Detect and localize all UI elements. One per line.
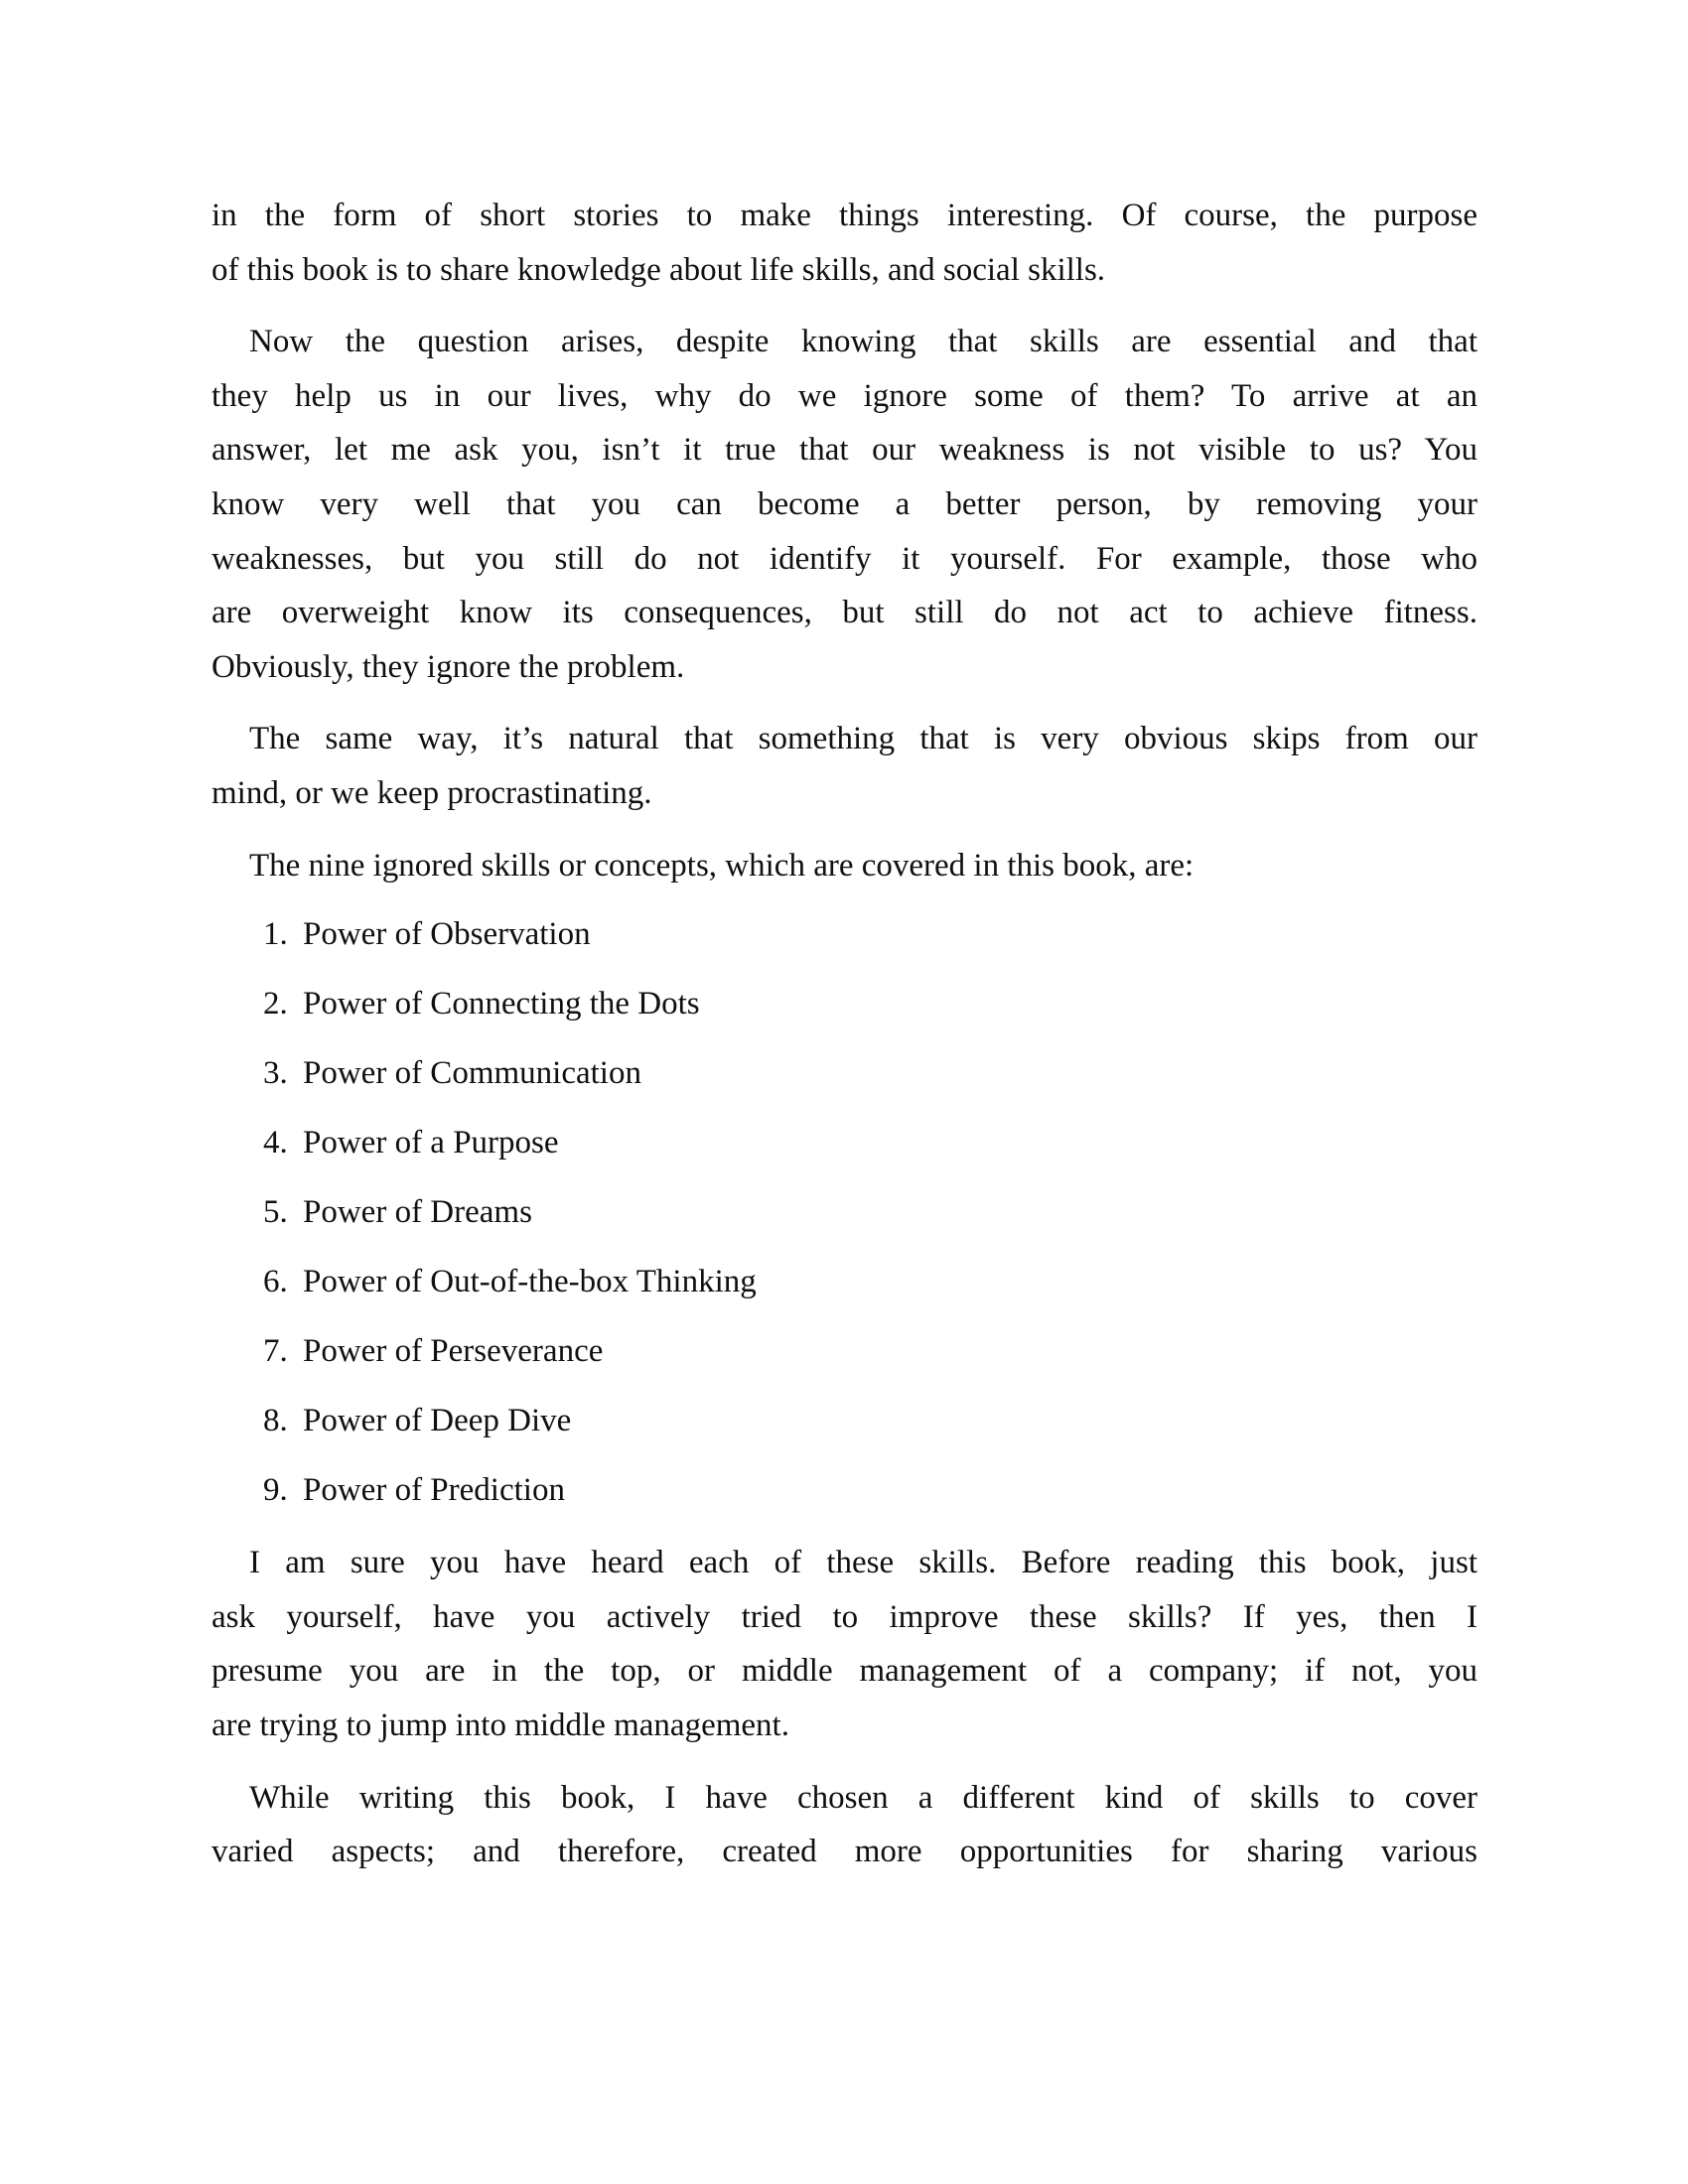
list-item-number: 8. (263, 1403, 288, 1439)
list-item-number: 9. (263, 1472, 288, 1509)
list-item (211, 1386, 1477, 1455)
text-line: in the form of short stories to make things interesting. Of course, the purpose (211, 198, 1477, 233)
list-item-number: 5. (263, 1194, 288, 1231)
text-line: mind, or we keep procrastinating. (211, 774, 652, 811)
list-item-text: Power of Communication (303, 1055, 641, 1092)
list-item-text: Power of Connecting the Dots (303, 986, 700, 1023)
paragraph (211, 189, 1477, 297)
list-item (211, 1247, 1477, 1316)
text-line: Now the question arises, despite knowing that skills are essential and that (249, 324, 1477, 360)
list-item-text: Power of Out-of-the-box Thinking (303, 1264, 757, 1300)
paragraph (211, 712, 1477, 820)
text-line: answer, let me ask you, isn’t it true that our weakness is not visible to us? You (211, 432, 1477, 469)
list-item-text: Power of Dreams (303, 1194, 532, 1231)
paragraph (211, 839, 1477, 893)
paragraph (211, 1771, 1477, 1879)
list-item (211, 1316, 1477, 1386)
text-line: The nine ignored skills or concepts, which are covered in this book, are: (249, 847, 1195, 884)
list-item-number: 2. (263, 986, 288, 1023)
list-item (211, 969, 1477, 1038)
list-item (211, 1455, 1477, 1525)
text-line: are trying to jump into middle management. (211, 1706, 789, 1743)
list-item (211, 899, 1477, 969)
text-line: ask yourself, have you actively tried to improve these skills? If yes, then I (211, 1598, 1477, 1635)
text-line: Obviously, they ignore the problem. (211, 648, 685, 685)
text-line: The same way, it’s natural that something that is very obvious skips from our (249, 721, 1477, 757)
list-item-text: Power of Deep Dive (303, 1403, 572, 1439)
text-line: they help us in our lives, why do we ignore some of them? To arrive at an (211, 377, 1477, 414)
list-item (211, 1108, 1477, 1177)
text-line: While writing this book, I have chosen a different kind of skills to cover (249, 1779, 1477, 1816)
text-line: weaknesses, but you still do not identify it yourself. For example, those who (211, 540, 1477, 577)
list-item-number: 4. (263, 1125, 288, 1161)
list-item-text: Power of Prediction (303, 1472, 565, 1509)
list-item-number: 1. (263, 916, 288, 953)
text-line: varied aspects; and therefore, created more opportunities for sharing various (211, 1834, 1477, 1870)
text-line: of this book is to share knowledge about life skills, and social skills. (211, 251, 1106, 288)
list-item-number: 3. (263, 1055, 288, 1092)
text-line: know very well that you can become a better person, by removing your (211, 485, 1477, 522)
list-item-number: 6. (263, 1264, 288, 1300)
page-text-content (211, 189, 1477, 1879)
list-item-text: Power of Observation (303, 916, 591, 953)
paragraph (211, 1536, 1477, 1752)
numbered-list (211, 899, 1477, 1525)
list-item-text: Power of Perseverance (303, 1333, 604, 1370)
list-item-number: 7. (263, 1333, 288, 1370)
text-line: presume you are in the top, or middle management of a company; if not, you (211, 1653, 1477, 1690)
text-line: are overweight know its consequences, but still do not act to achieve fitness. (211, 595, 1477, 631)
list-item (211, 1177, 1477, 1247)
text-line: I am sure you have heard each of these skills. Before reading this book, just (249, 1545, 1477, 1581)
list-item (211, 1038, 1477, 1108)
list-item-text: Power of a Purpose (303, 1125, 559, 1161)
paragraph (211, 315, 1477, 694)
